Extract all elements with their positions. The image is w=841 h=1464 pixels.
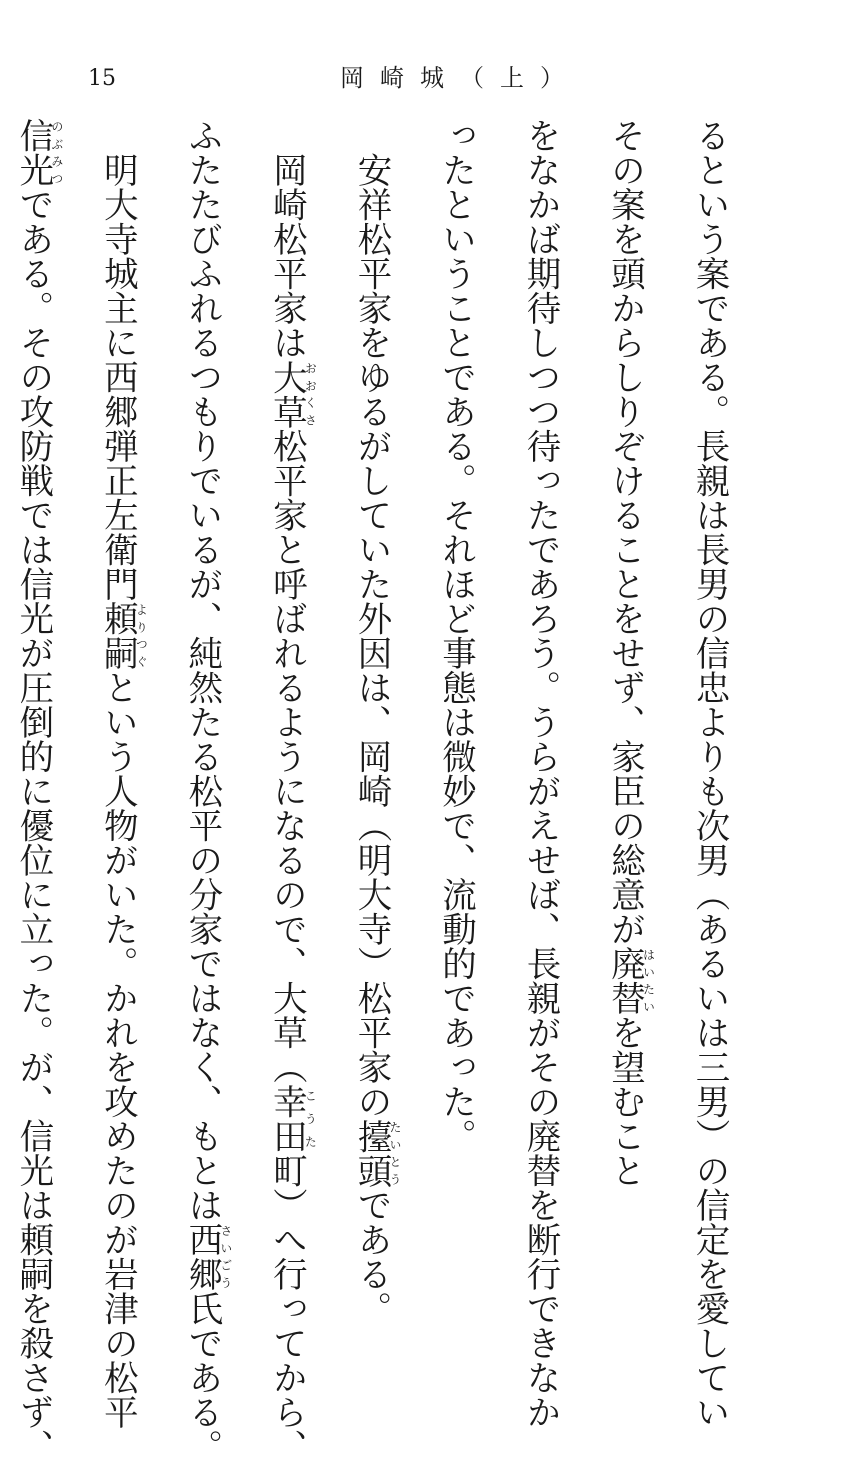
text-column: 明大寺城主に西郷弾正左衛門頼嗣よりつぐという人物がいた。かれを攻めたのが岩津の松平 xyxy=(97,118,149,1429)
text-column: るという案である。長親は長男の信忠よりも次男（あるいは三男）の信定を愛してい xyxy=(689,118,729,1429)
text-column: をなかば期待しつつ待ったであろう。うらがえせば、長親がその廃替を断行できなか xyxy=(519,118,560,1429)
text-column: ったということである。それほど事態は微妙で、流動的であった。 xyxy=(435,118,476,1153)
text-column: その案を頭からしりぞけることをせず、家臣の総意が廃替はいたいを望むこと xyxy=(604,118,656,1188)
running-head: 岡崎城（上） xyxy=(340,64,580,92)
page-number: 15 xyxy=(88,66,116,91)
text-column: ふたたびふれるつもりでいるが、純然たる松平の分家ではなく、もとは西郷さいごう氏である。 xyxy=(181,118,233,1464)
text-column: 安祥松平家をゆるがしていた外因は、岡崎（明大寺）松平家の擡頭たいとうである。 xyxy=(350,118,402,1326)
text-column: 信光のぶみつである。その攻防戦では信光が圧倒的に優位に立った。が、信光は頼嗣を殺さず、 xyxy=(12,118,64,1464)
text-column: 岡崎松平家は大草おおくさ松平家と呼ばれるようになるので、大草（幸田こうた町）へ行ってから、 xyxy=(266,118,318,1464)
body-text xyxy=(12,118,751,1464)
